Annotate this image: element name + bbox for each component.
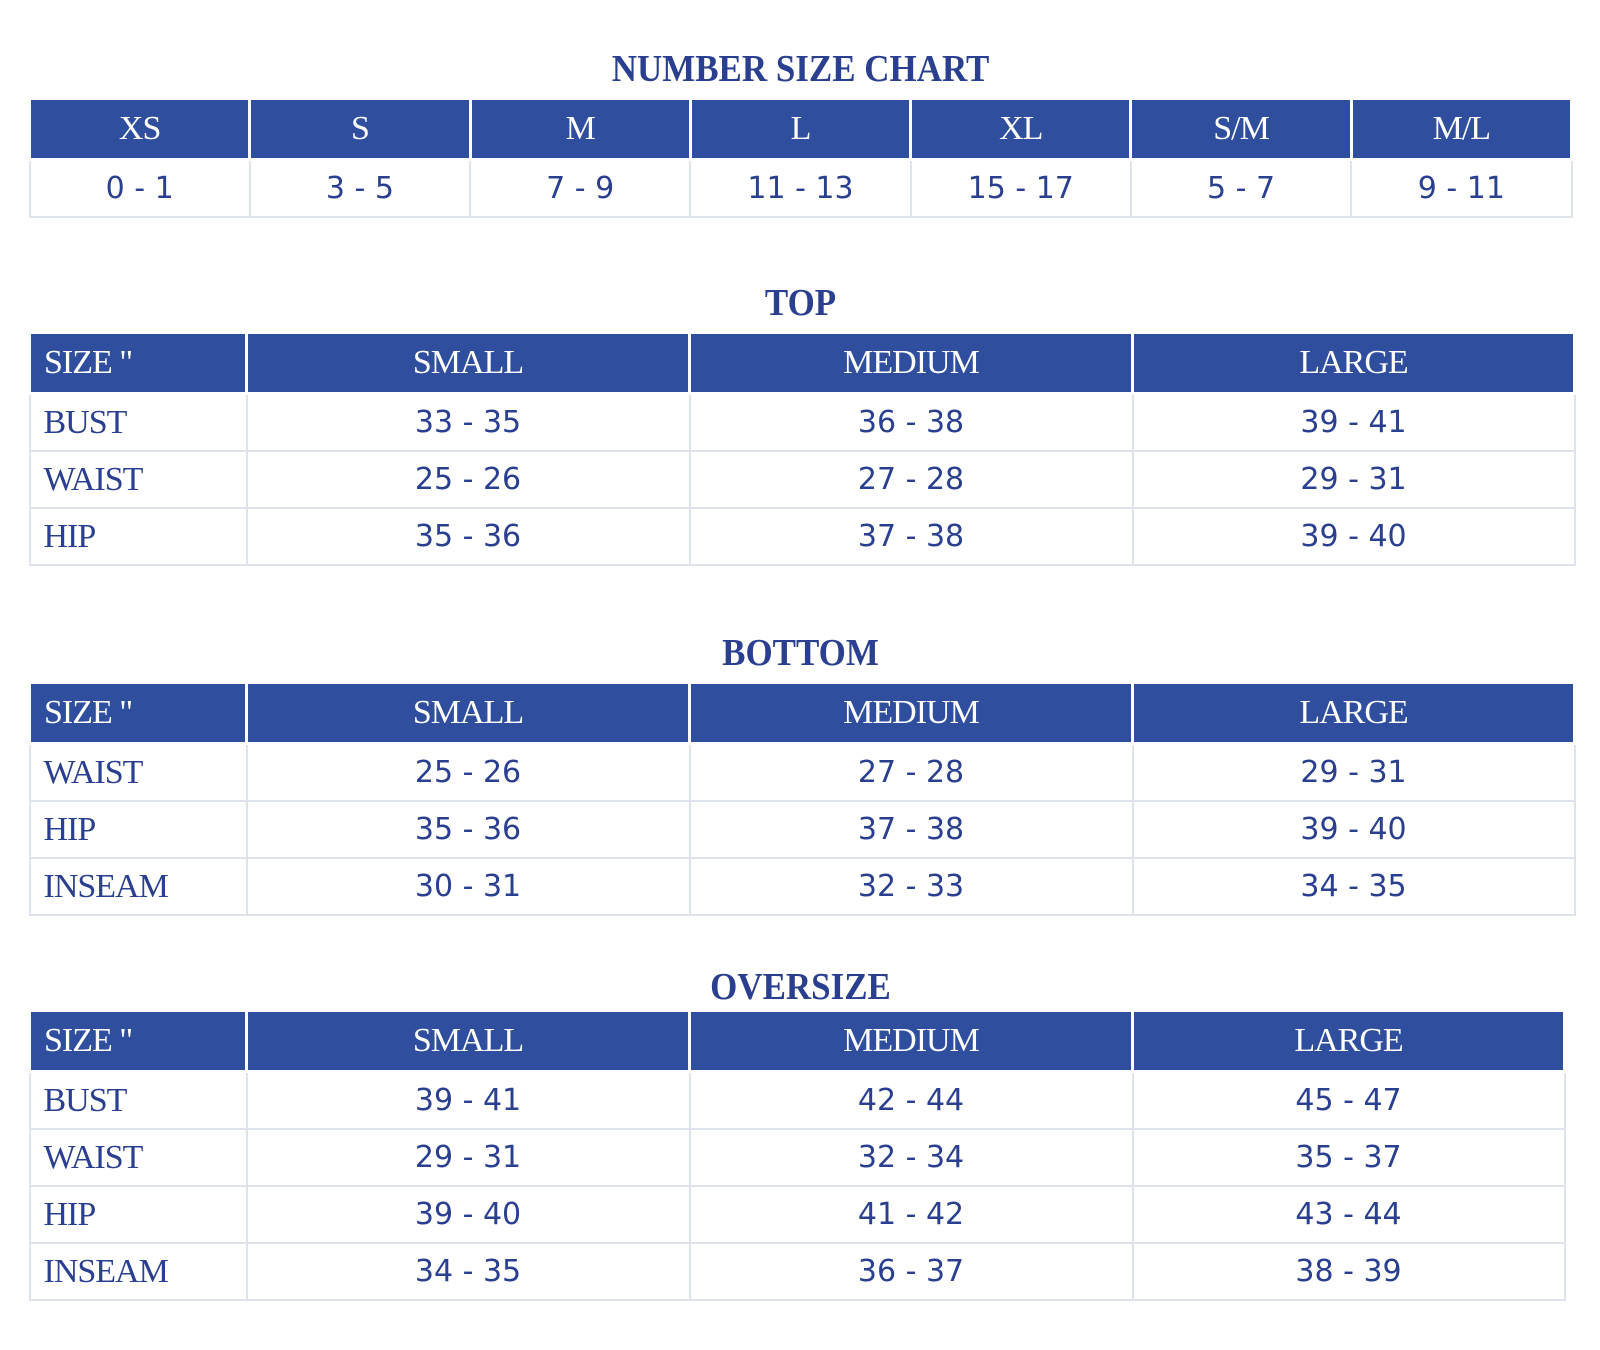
header-cell-s: S xyxy=(250,100,470,160)
table-row xyxy=(30,858,1575,915)
cell-value: 37 - 38 xyxy=(690,801,1133,858)
cell-value: 29 - 31 xyxy=(1133,744,1575,802)
cell-value: 25 - 26 xyxy=(247,744,690,802)
table-row xyxy=(30,451,1575,508)
table-row xyxy=(30,744,1575,802)
table-row xyxy=(30,1129,1565,1186)
table-row xyxy=(30,1072,1565,1130)
table-row xyxy=(30,508,1575,565)
value-cell-m-l: 9 - 11 xyxy=(1351,160,1571,218)
top-header-size: SIZE " xyxy=(30,334,247,394)
header-cell-m-l: M/L xyxy=(1351,100,1571,160)
oversize-table xyxy=(28,1012,1566,1301)
header-cell-m: M xyxy=(470,100,690,160)
table-row xyxy=(30,1186,1565,1243)
cell-value: 30 - 31 xyxy=(247,858,690,915)
top-title: TOP xyxy=(764,282,837,324)
cell-value: 36 - 37 xyxy=(690,1243,1133,1300)
value-cell-l: 11 - 13 xyxy=(690,160,910,218)
number-size-value-row xyxy=(30,160,1572,218)
cell-value: 42 - 44 xyxy=(690,1072,1133,1130)
table-row xyxy=(30,801,1575,858)
cell-value: 34 - 35 xyxy=(1133,858,1575,915)
cell-value: 38 - 39 xyxy=(1133,1243,1565,1300)
cell-value: 27 - 28 xyxy=(690,451,1133,508)
table-row xyxy=(30,1243,1565,1300)
cell-value: 36 - 38 xyxy=(690,394,1133,452)
cell-value: 39 - 40 xyxy=(1133,801,1575,858)
cell-value: 27 - 28 xyxy=(690,744,1133,802)
bottom-header-medium: MEDIUM xyxy=(690,684,1133,744)
cell-value: 45 - 47 xyxy=(1133,1072,1565,1130)
header-cell-s-m: S/M xyxy=(1131,100,1351,160)
top-section xyxy=(28,278,1573,578)
bottom-table xyxy=(28,684,1576,916)
top-table xyxy=(28,334,1576,566)
oversize-header-row xyxy=(30,1012,1565,1072)
value-cell-s: 3 - 5 xyxy=(250,160,470,218)
table-row xyxy=(30,394,1575,452)
oversize-header-medium: MEDIUM xyxy=(690,1012,1133,1072)
row-label-inseam: INSEAM xyxy=(30,1243,247,1300)
row-label-hip: HIP xyxy=(30,1186,247,1243)
oversize-header-small: SMALL xyxy=(247,1012,690,1072)
header-cell-xl: XL xyxy=(911,100,1131,160)
number-size-table xyxy=(28,100,1573,218)
cell-value: 35 - 36 xyxy=(247,508,690,565)
top-header-row xyxy=(30,334,1575,394)
value-cell-m: 7 - 9 xyxy=(470,160,690,218)
cell-value: 43 - 44 xyxy=(1133,1186,1565,1243)
top-header-large: LARGE xyxy=(1133,334,1575,394)
row-label-waist: WAIST xyxy=(30,744,247,802)
cell-value: 33 - 35 xyxy=(247,394,690,452)
row-label-inseam: INSEAM xyxy=(30,858,247,915)
row-label-waist: WAIST xyxy=(30,1129,247,1186)
top-header-small: SMALL xyxy=(247,334,690,394)
oversize-title: OVERSIZE xyxy=(710,966,891,1008)
cell-value: 39 - 41 xyxy=(247,1072,690,1130)
value-cell-s-m: 5 - 7 xyxy=(1131,160,1351,218)
bottom-header-small: SMALL xyxy=(247,684,690,744)
cell-value: 29 - 31 xyxy=(247,1129,690,1186)
row-label-hip: HIP xyxy=(30,801,247,858)
number-size-chart-section xyxy=(28,44,1573,224)
cell-value: 32 - 34 xyxy=(690,1129,1133,1186)
cell-value: 34 - 35 xyxy=(247,1243,690,1300)
row-label-bust: BUST xyxy=(30,394,247,452)
value-cell-xs: 0 - 1 xyxy=(30,160,250,218)
cell-value: 37 - 38 xyxy=(690,508,1133,565)
bottom-title: BOTTOM xyxy=(722,632,879,674)
cell-value: 29 - 31 xyxy=(1133,451,1575,508)
header-cell-xs: XS xyxy=(30,100,250,160)
bottom-header-row xyxy=(30,684,1575,744)
top-header-medium: MEDIUM xyxy=(690,334,1133,394)
cell-value: 39 - 41 xyxy=(1133,394,1575,452)
row-label-bust: BUST xyxy=(30,1072,247,1130)
value-cell-xl: 15 - 17 xyxy=(911,160,1131,218)
cell-value: 35 - 37 xyxy=(1133,1129,1565,1186)
bottom-header-large: LARGE xyxy=(1133,684,1575,744)
oversize-header-large: LARGE xyxy=(1133,1012,1565,1072)
number-size-header-row xyxy=(30,100,1572,160)
cell-value: 41 - 42 xyxy=(690,1186,1133,1243)
cell-value: 35 - 36 xyxy=(247,801,690,858)
bottom-header-size: SIZE " xyxy=(30,684,247,744)
bottom-section xyxy=(28,628,1573,928)
number-size-chart-title: NUMBER SIZE CHART xyxy=(611,48,990,90)
header-cell-l: L xyxy=(690,100,910,160)
cell-value: 39 - 40 xyxy=(247,1186,690,1243)
oversize-header-size: SIZE " xyxy=(30,1012,247,1072)
cell-value: 32 - 33 xyxy=(690,858,1133,915)
oversize-section xyxy=(28,962,1563,1332)
cell-value: 25 - 26 xyxy=(247,451,690,508)
row-label-waist: WAIST xyxy=(30,451,247,508)
row-label-hip: HIP xyxy=(30,508,247,565)
cell-value: 39 - 40 xyxy=(1133,508,1575,565)
